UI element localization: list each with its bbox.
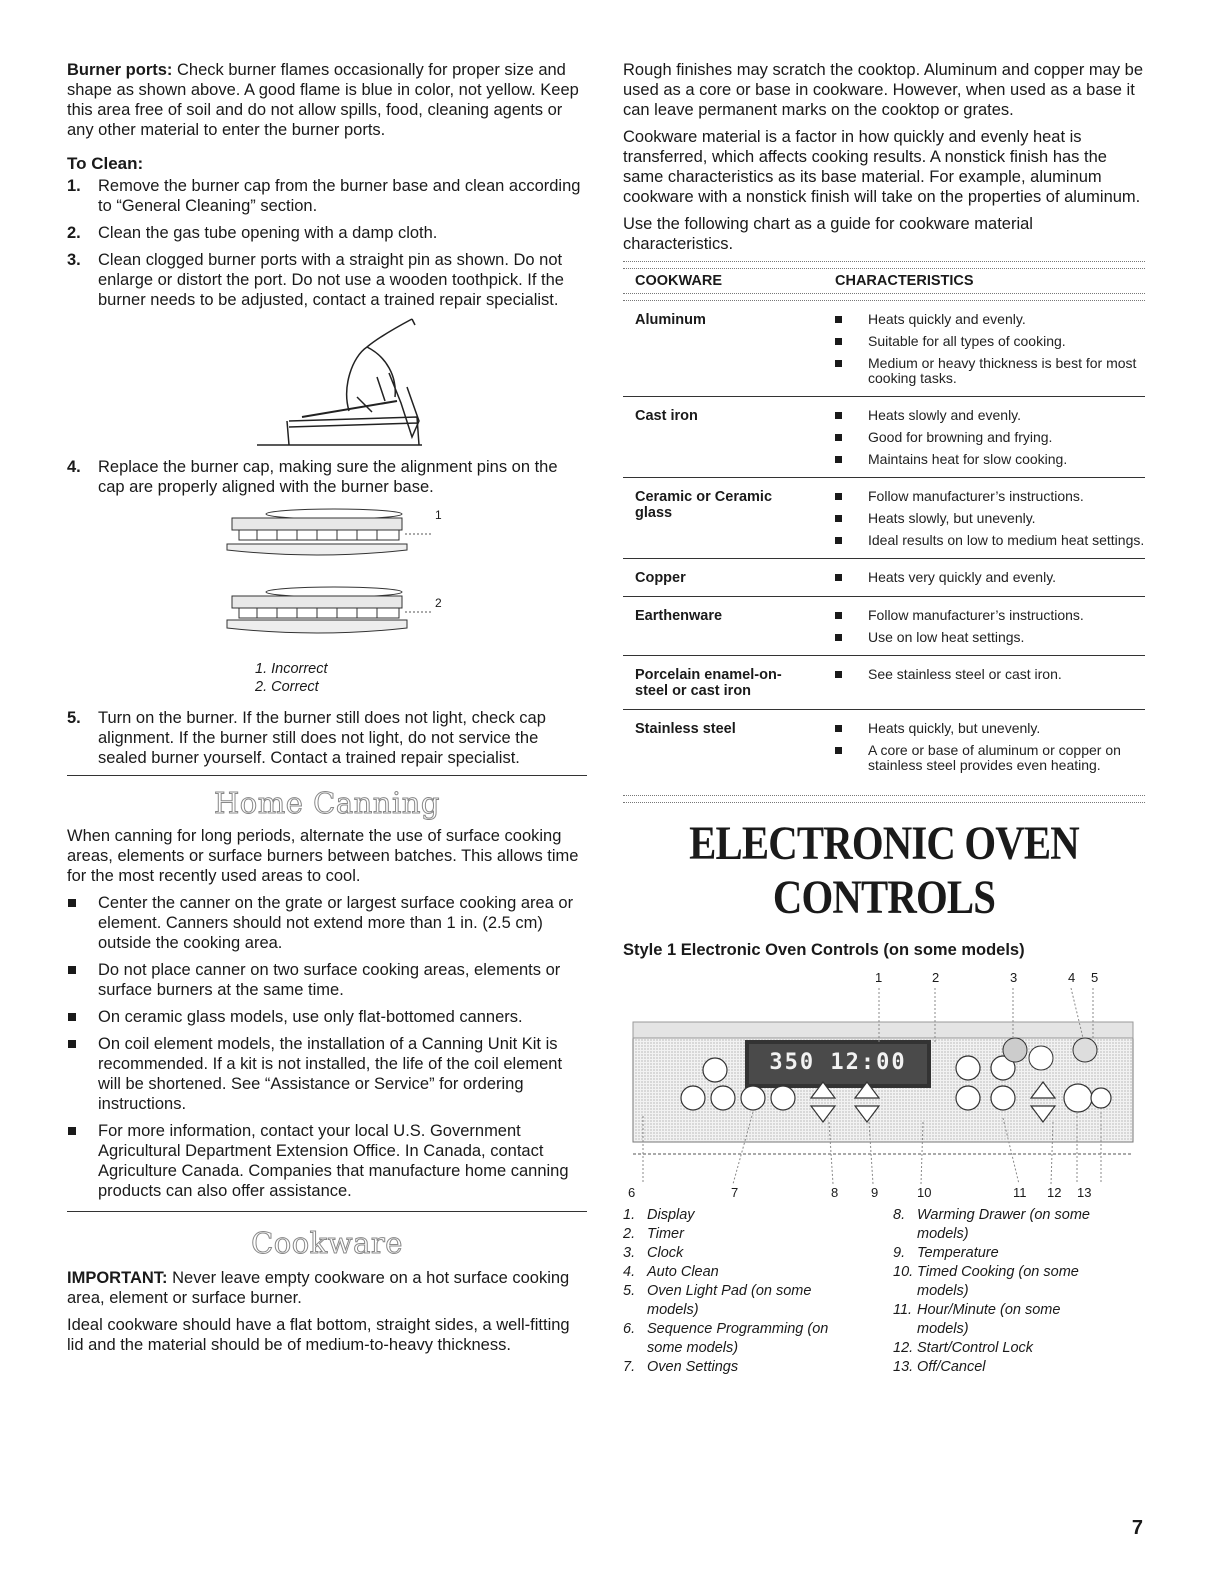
table-row: Porcelain enamel-on-steel or cast iron See stainless steel or cast iron. <box>623 656 1145 710</box>
title-line-1: ELECTRONIC OVEN <box>689 817 1079 870</box>
style1-heading: Style 1 Electronic Oven Controls (on some models) <box>623 941 1025 959</box>
step-item: 3. Clean clogged burner ports with a straight pin as shown. Do not enlarge or distort the port. Do not use a wooden toothpick. If the burner needs to be adjusted, contact a trained repair specialist. <box>67 251 564 309</box>
cookware-title: Cookware <box>251 1226 403 1260</box>
list-item: For more information, contact your local U.S. Government Agricultural Department Extension Office. In Canada, contact Agriculture Canada. Companies that manufacture home canning products can also offer assistance. <box>67 1121 587 1201</box>
step-item: 2. Clean the gas tube opening with a damp cloth. <box>67 224 438 242</box>
section-divider <box>67 775 587 776</box>
list-item: Do not place canner on two surface cooking areas, elements or surface burners at the same time. <box>67 960 587 1000</box>
legend-item: 6. Sequence Programming (on some models) <box>623 1321 829 1356</box>
to-clean-steps-cont <box>67 457 587 497</box>
burner-ports-paragraph <box>67 60 587 140</box>
table-header-row <box>623 269 1145 293</box>
burner-cap-illustration <box>67 504 587 674</box>
table-top-border <box>623 261 1145 269</box>
correct-cap-icon <box>227 587 433 633</box>
to-clean-heading: To Clean: <box>67 154 144 173</box>
electronic-oven-title <box>623 817 1145 925</box>
home-canning-list <box>67 893 587 1201</box>
top-numbers: 1 2 3 4 5 <box>875 970 1099 985</box>
important-text: Never leave empty cookware on a hot surface cooking area, element or surface burner. <box>67 1269 570 1307</box>
incorrect-cap-icon <box>227 509 433 555</box>
ideal-cookware-paragraph: Ideal cookware should have a flat bottom, straight sides, a well-fitting lid and the material should be of medium-to-heavy thickness. <box>67 1316 570 1354</box>
home-canning-intro: When canning for long periods, alternate the use of surface cooking areas, elements or surface burners between batches. This allows time for the most recently used areas to cool. <box>67 827 579 885</box>
caption-incorrect: 1. Incorrect <box>255 661 328 677</box>
table-row: Stainless steel Heats quickly, but unevenly. A core or base of aluminum or copper on stainless steel provides even heating. <box>623 710 1145 784</box>
legend-item: 10. Timed Cooking (on some models) <box>893 1264 1079 1299</box>
legend-item: 13. Off/Cancel <box>893 1359 986 1375</box>
material-paragraph: Cookware material is a factor in how quickly and evenly heat is transferred, which affects cooking results. A nonstick finish has the same characteristics as its base material. For example, aluminum cookware with a nonstick finish will take on the properties of aluminum. <box>623 128 1141 206</box>
list-item: Center the canner on the grate or largest surface cooking area or element. Canners should not extend more than 1 in. (2.5 cm) outside the cooking area. <box>67 893 587 953</box>
use-chart-paragraph: Use the following chart as a guide for cookware material characteristics. <box>623 215 1033 253</box>
title-line-2: CONTROLS <box>772 871 996 924</box>
rough-finish-paragraph: Rough finishes may scratch the cooktop. Aluminum and copper may be used as a core or base in cookware. However, when used as a base it can leave permanent marks on the cooktop or grates. <box>623 61 1144 119</box>
legend-item: 11. Hour/Minute (on some models) <box>893 1302 1061 1337</box>
legend-item: 9. Temperature <box>893 1245 999 1261</box>
table-row: Copper Heats very quickly and evenly. <box>623 559 1145 597</box>
header-characteristics: CHARACTERISTICS <box>835 273 974 289</box>
home-canning-title: Home Canning <box>214 786 440 820</box>
burner-ports-lead: Burner ports: <box>67 61 173 79</box>
table-row: Cast iron Heats slowly and evenly. Good for browning and frying. Maintains heat for slow cooking. <box>623 397 1145 478</box>
legend-item: 3. Clock <box>623 1245 684 1261</box>
caption-correct: 2. Correct <box>255 679 319 695</box>
left-column <box>67 60 587 1362</box>
to-clean-steps <box>67 176 587 310</box>
burner-ports-text: Check burner flames occasionally for proper size and shape as shown above. A good flame is blue in color, not yellow. Keep this area free of soil and do not allow spills, food, cleaning agents or any other material to enter the burner ports. <box>67 61 579 139</box>
right-column <box>623 60 1145 1376</box>
clock-icon <box>1029 1046 1053 1070</box>
legend-item: 12. Start/Control Lock <box>893 1340 1034 1356</box>
page-number: 7 <box>1131 1517 1143 1539</box>
legend-left <box>623 1206 853 1377</box>
legend-item: 5. Oven Light Pad (on some models) <box>623 1283 812 1318</box>
display-readout: 350 12:00 <box>769 1050 907 1075</box>
control-legend <box>623 1206 1145 1376</box>
step-item: 1. Remove the burner cap from the burner base and clean according to “General Cleaning” section. <box>67 177 581 215</box>
important-paragraph <box>67 1268 587 1308</box>
legend-item: 8. Warming Drawer (on some models) <box>893 1207 1090 1242</box>
table-row: Aluminum Heats quickly and evenly. Suitable for all types of cooking. Medium or heavy thickness is best for most cooking tasks. <box>623 301 1145 397</box>
timer-icon <box>1003 1038 1027 1062</box>
to-clean-steps-end <box>67 708 587 768</box>
hand-pin-icon <box>67 317 587 457</box>
table-bottom-border <box>623 795 1145 803</box>
section-divider <box>67 1211 587 1212</box>
cookware-table <box>623 269 1145 783</box>
table-row: Ceramic or Ceramic glass Follow manufacturer’s instructions. Heats slowly, but unevenly. Ideal results on low to medium heat settings. <box>623 478 1145 559</box>
light-icon <box>1073 1038 1097 1062</box>
legend-right <box>893 1206 1093 1377</box>
list-item: On coil element models, the installation of a Canning Unit Kit is recommended. If a kit is not installed, the life of the coil element will be shortened. See “Assistance or Service” for ordering instructions. <box>67 1034 587 1114</box>
list-item: On ceramic glass models, use only flat-bottomed canners. <box>67 1007 587 1027</box>
step-item: 5. Turn on the burner. If the burner still does not light, check cap alignment. If the burner still does not light, do not service the sealed burner yourself. Contact a trained repair specialist. <box>67 709 546 767</box>
step-item: 4. Replace the burner cap, making sure the alignment pins on the cap are properly aligned with the burner base. <box>67 458 558 496</box>
control-panel-illustration <box>623 966 1145 1206</box>
table-row: Earthenware Follow manufacturer’s instructions. Use on low heat settings. <box>623 597 1145 656</box>
header-cookware: COOKWARE <box>635 273 722 289</box>
legend-item: 7. Oven Settings <box>623 1359 739 1375</box>
important-lead: IMPORTANT: <box>67 1269 168 1287</box>
legend-item: 2. Timer <box>623 1226 684 1242</box>
callout-1: 1 <box>435 508 442 522</box>
pin-cleaning-illustration <box>67 317 587 457</box>
legend-item: 1. Display <box>623 1207 695 1223</box>
callout-2: 2 <box>435 596 442 610</box>
bottom-numbers: 6 7 8 9 10 11 12 13 <box>628 1185 1092 1200</box>
legend-item: 4. Auto Clean <box>623 1264 719 1280</box>
